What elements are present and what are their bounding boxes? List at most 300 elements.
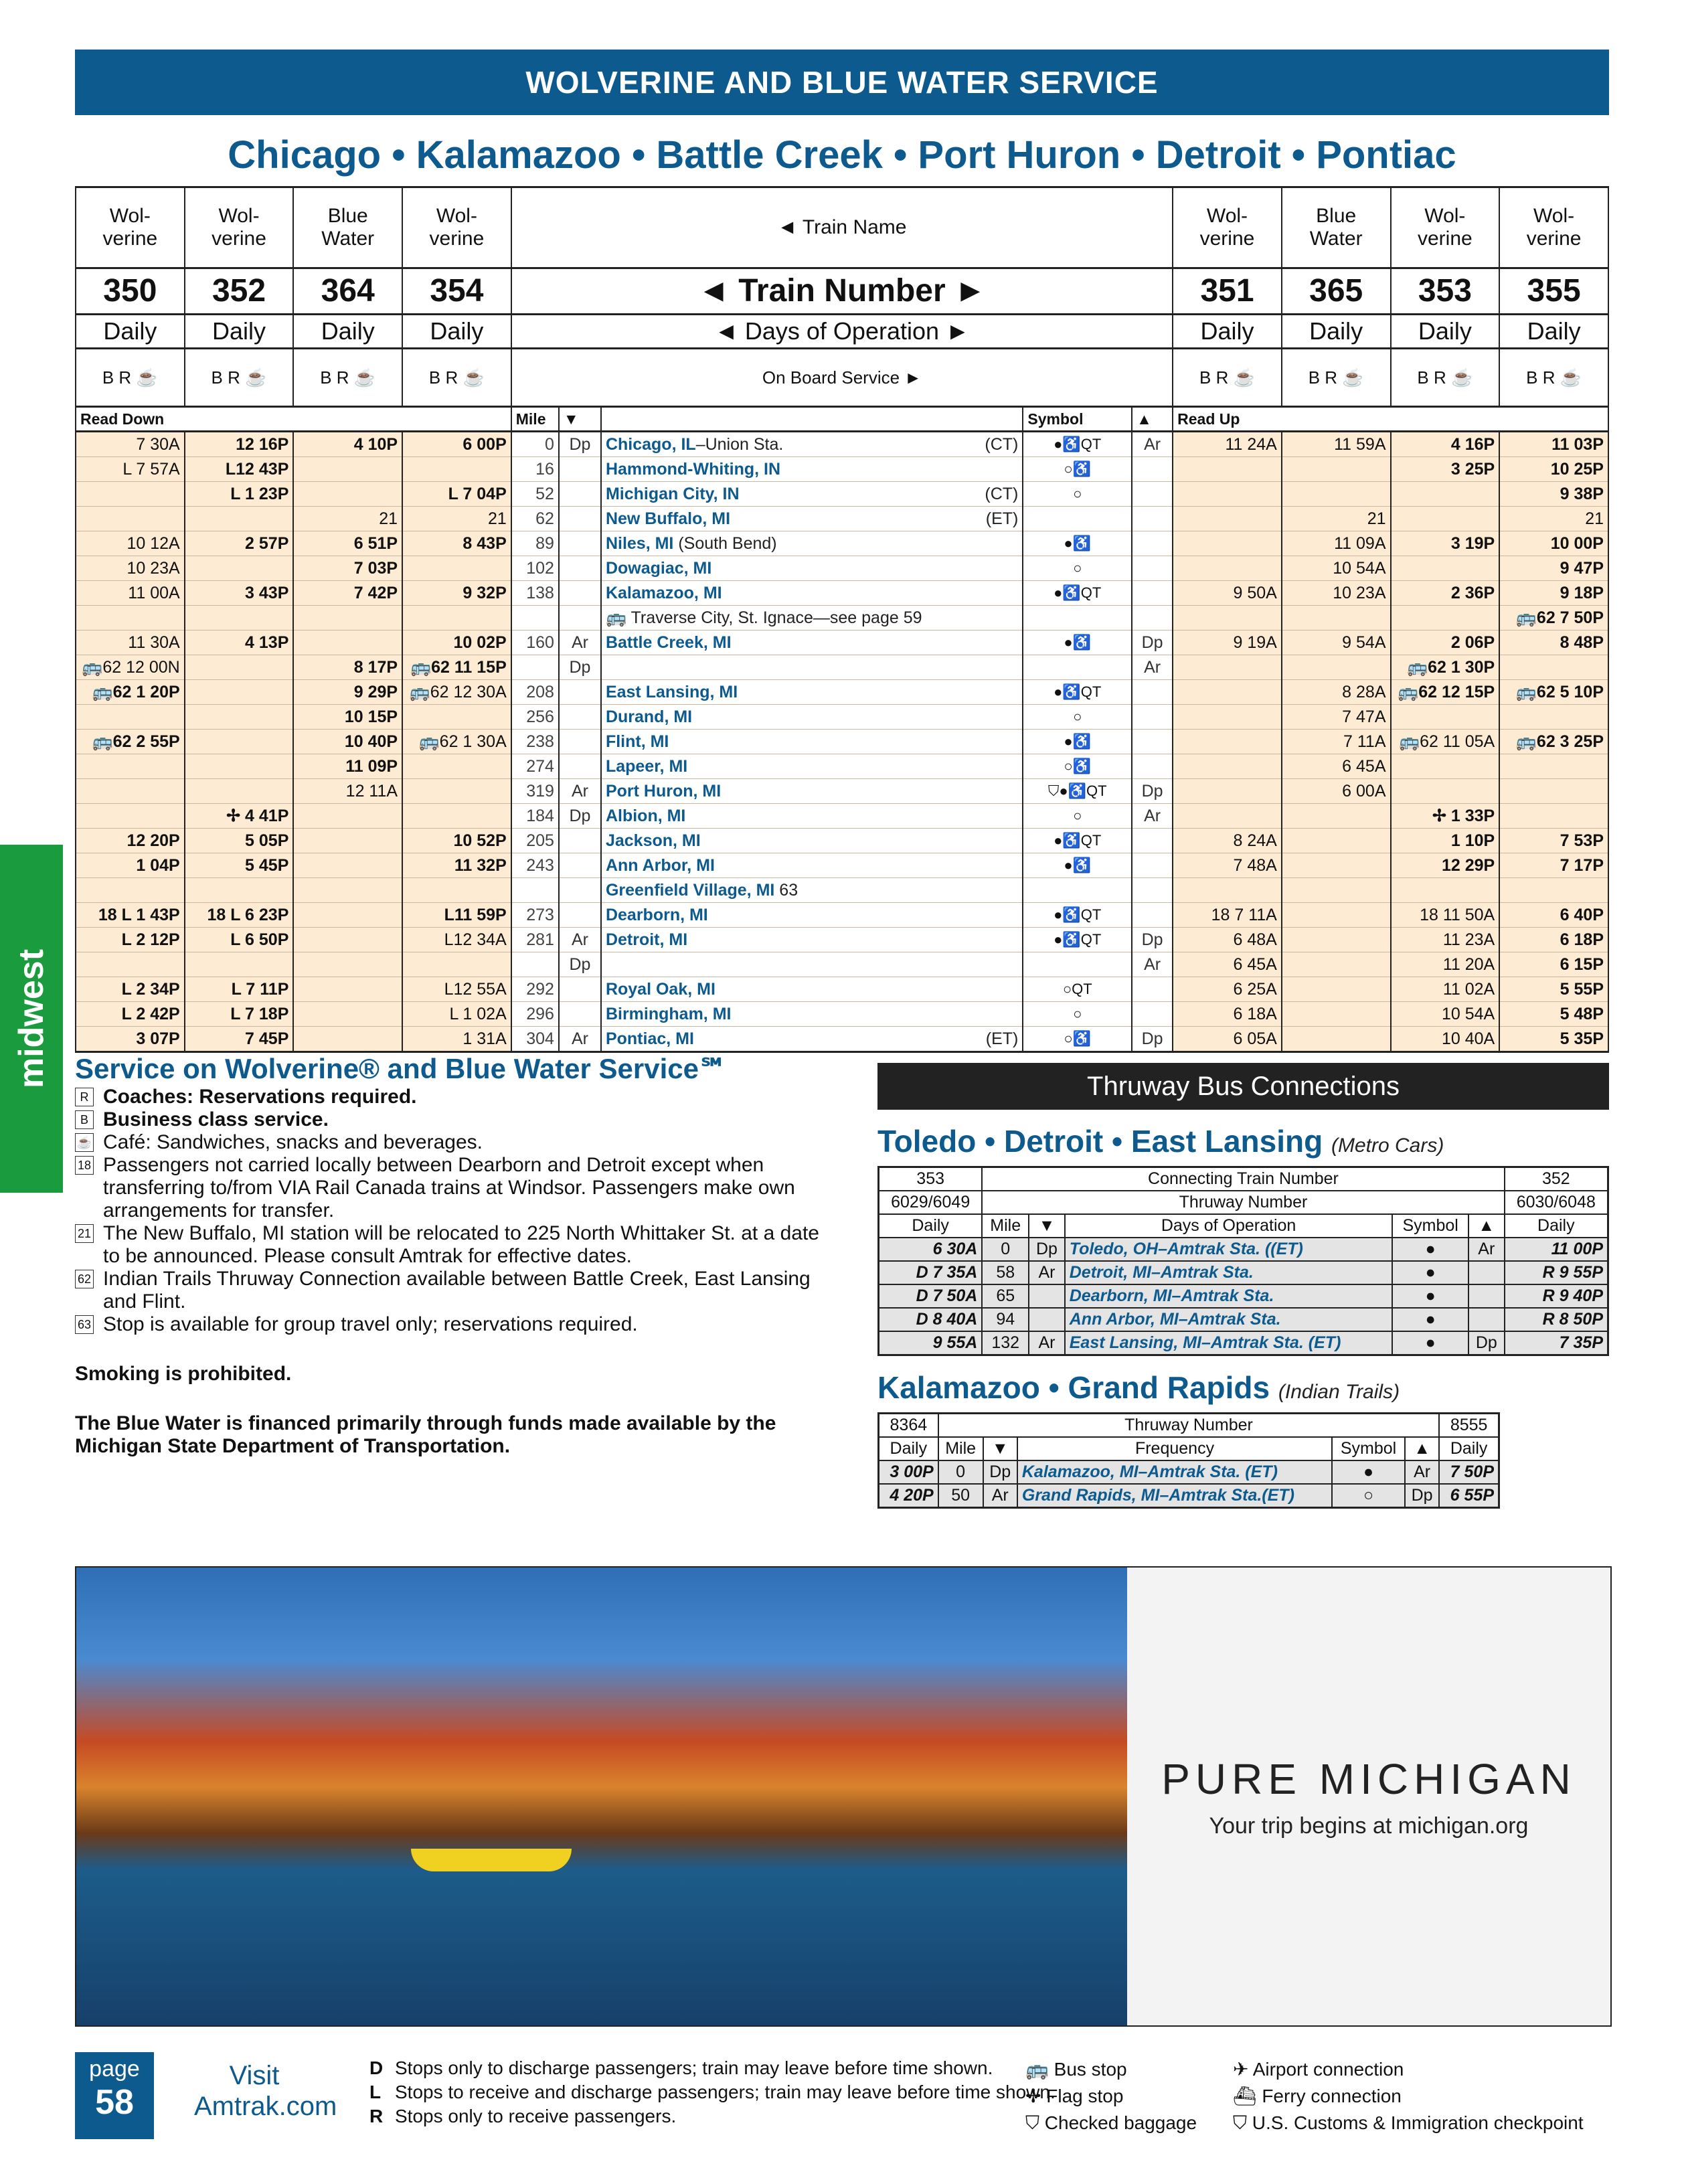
station-cell [601, 804, 1023, 829]
mile-cell: 205 [511, 829, 559, 853]
bus-station: Grand Rapids, MI–Amtrak Sta.(ET) [1017, 1484, 1332, 1508]
time-cell: 11 59A [1282, 432, 1391, 457]
time-cell: 7 17P [1499, 853, 1608, 878]
time-cell [402, 878, 511, 903]
mile-cell [511, 878, 559, 903]
bus-station: Detroit, MI–Amtrak Sta. [1065, 1261, 1393, 1284]
read-down-label: Read Down [76, 407, 511, 432]
timetable-row [76, 878, 1608, 903]
time-cell: 🚌62 1 30A [402, 730, 511, 754]
time-cell [185, 705, 294, 730]
bus-header-row [879, 1214, 1608, 1238]
station-cell [601, 977, 1023, 1002]
bus-station: Ann Arbor, MI–Amtrak Sta. [1065, 1308, 1393, 1331]
time-cell: 11 09A [1282, 531, 1391, 556]
time-cell: 11 32P [402, 853, 511, 878]
right-train-days: Daily [1173, 315, 1282, 349]
station-name: Pontiac, MI [605, 1029, 694, 1048]
station-cell [601, 581, 1023, 606]
station-name: Jackson, MI [605, 831, 701, 850]
time-cell [1391, 878, 1500, 903]
station-name: Ann Arbor, MI [605, 856, 715, 875]
time-zone: (ET) [985, 1029, 1019, 1048]
legend-key-icon: 63 [75, 1315, 94, 1334]
time-cell: 8 43P [402, 531, 511, 556]
page-banner: WOLVERINE AND BLUE WATER SERVICE [75, 50, 1609, 115]
time-cell [1499, 655, 1608, 680]
time-cell: 10 00P [1499, 531, 1608, 556]
time-cell: 10 25P [1499, 457, 1608, 482]
right-train-number: 365 [1282, 268, 1391, 315]
timetable-row [76, 754, 1608, 779]
header-label: ◄ Days of Operation ► [511, 315, 1173, 349]
mile-cell: 0 [511, 432, 559, 457]
station-name: Greenfield Village, MI [605, 881, 775, 900]
mile-cell: 296 [511, 1002, 559, 1027]
arrive-depart-cell: Dp [559, 952, 601, 977]
arrive-depart-cell [1132, 878, 1173, 903]
station-cell [601, 432, 1023, 457]
time-cell [1173, 878, 1282, 903]
pure-michigan-logo: PURE MICHIGAN [1161, 1754, 1576, 1803]
time-cell: 18 11 50A [1391, 903, 1500, 928]
time-cell: 18 7 11A [1173, 903, 1282, 928]
mile-cell: 89 [511, 531, 559, 556]
arrive-depart-cell [1132, 1002, 1173, 1027]
timetable-row [76, 928, 1608, 952]
bus-col-header: Mile [938, 1437, 983, 1460]
time-cell: 🚌62 3 25P [1499, 730, 1608, 754]
bus-col-header: Frequency [1017, 1437, 1332, 1460]
arrive-depart-cell [559, 680, 601, 705]
note-key: R [369, 2106, 384, 2126]
time-cell: 10 54A [1391, 1002, 1500, 1027]
time-cell: 3 19P [1391, 531, 1500, 556]
time-cell: 6 00P [402, 432, 511, 457]
timetable-row [76, 952, 1608, 977]
time-cell [293, 853, 402, 878]
time-cell: 🚌62 12 00N [76, 655, 185, 680]
station-cell [601, 606, 1023, 631]
note-key: L [369, 2082, 382, 2102]
arrive-depart-cell [1132, 680, 1173, 705]
arrive-depart-cell [1132, 457, 1173, 482]
arrive-depart-cell [1132, 829, 1173, 853]
bus-ad: Dp [1029, 1238, 1065, 1261]
time-cell [402, 606, 511, 631]
symbol-cell: ●♿ [1023, 531, 1132, 556]
legend-key-icon: 62 [75, 1270, 94, 1288]
financed-note: The Blue Water is financed primarily through funds made available by the Michigan State Department of Transportation. [75, 1412, 776, 1457]
time-cell [1391, 606, 1500, 631]
symbol-cell: ●♿QT [1023, 903, 1132, 928]
station-name: Niles, MI [605, 534, 674, 553]
time-cell [76, 779, 185, 804]
mile-cell: 238 [511, 730, 559, 754]
time-cell [1391, 482, 1500, 507]
timetable-row [76, 531, 1608, 556]
arrive-depart-cell [559, 457, 601, 482]
mile-cell: 281 [511, 928, 559, 952]
note-text: Stops only to discharge passengers; train may leave before time shown. [395, 2057, 993, 2078]
time-cell: 6 18A [1173, 1002, 1282, 1027]
symbol-cell: ○♿ [1023, 754, 1132, 779]
station-cell [601, 457, 1023, 482]
symbol-key: ⛴ Ferry connection [1233, 2086, 1402, 2106]
legend-item [75, 1154, 825, 1222]
symbol-cell: ●♿ [1023, 730, 1132, 754]
mile-cell: 243 [511, 853, 559, 878]
time-cell: 10 12A [76, 531, 185, 556]
symbol-cell: ○ [1023, 556, 1132, 581]
legend-text: Coaches: Reservations required. [103, 1086, 417, 1108]
station-cell [601, 1002, 1023, 1027]
station-name: Battle Creek, MI [605, 633, 732, 652]
time-cell: 10 23A [76, 556, 185, 581]
pure-michigan-ad [75, 1566, 1612, 2027]
time-cell [185, 779, 294, 804]
timetable-row [76, 779, 1608, 804]
time-cell [1173, 754, 1282, 779]
legend-text: Café: Sandwiches, snacks and beverages. [103, 1131, 483, 1153]
time-cell: 🚌62 12 15P [1391, 680, 1500, 705]
header-label: On Board Service ► [511, 349, 1173, 407]
time-cell: L 7 57A [76, 457, 185, 482]
footer-note [369, 2080, 1056, 2104]
bus-time: R 9 55P [1505, 1261, 1608, 1284]
time-cell [1391, 507, 1500, 531]
time-cell: 9 32P [402, 581, 511, 606]
service-legend [75, 1053, 825, 1458]
timetable-row [76, 581, 1608, 606]
time-cell [185, 754, 294, 779]
mile-cell: 184 [511, 804, 559, 829]
time-cell [185, 606, 294, 631]
time-cell: 10 15P [293, 705, 402, 730]
visit-amtrak-link[interactable]: Visit Amtrak.com [194, 2061, 337, 2121]
bus-header-row [879, 1414, 1499, 1438]
time-cell [1173, 531, 1282, 556]
time-cell: ✢ 4 41P [185, 804, 294, 829]
right-train-service: B R ☕ [1391, 349, 1500, 407]
arrive-depart-cell: Dp [559, 655, 601, 680]
time-cell: 6 00A [1282, 779, 1391, 804]
mile-cell: 208 [511, 680, 559, 705]
legend-item [75, 1086, 825, 1108]
right-train-days: Daily [1282, 315, 1391, 349]
time-cell [1173, 556, 1282, 581]
time-cell [1282, 1002, 1391, 1027]
symbol-cell: ○♿ [1023, 457, 1132, 482]
time-cell: 4 13P [185, 631, 294, 655]
station-name: Royal Oak, MI [605, 980, 716, 999]
time-cell [293, 457, 402, 482]
station-cell [601, 507, 1023, 531]
time-cell: 6 05A [1173, 1027, 1282, 1052]
footer-note [369, 2056, 1056, 2080]
bus-row [879, 1238, 1608, 1261]
time-cell: 7 30A [76, 432, 185, 457]
time-cell: 6 25A [1173, 977, 1282, 1002]
bus-station: Kalamazoo, MI–Amtrak Sta. (ET) [1017, 1460, 1332, 1484]
time-cell [293, 1027, 402, 1052]
bus-mile: 132 [982, 1331, 1029, 1355]
left-train-service: B R ☕ [76, 349, 185, 407]
bus-time: D 7 50A [879, 1284, 983, 1308]
arrive-depart-cell: Ar [559, 1027, 601, 1052]
arrive-depart-cell [559, 531, 601, 556]
legend-text: Stop is available for group travel only; reservations required. [103, 1313, 638, 1335]
arrive-depart-cell: Dp [1132, 928, 1173, 952]
time-cell [1282, 1027, 1391, 1052]
left-train-number: 352 [185, 268, 294, 315]
time-cell: 7 47A [1282, 705, 1391, 730]
time-cell [76, 878, 185, 903]
legend-key-icon: 21 [75, 1224, 94, 1243]
time-cell: 18 L 6 23P [185, 903, 294, 928]
timetable-row [76, 680, 1608, 705]
arrive-depart-cell [559, 705, 601, 730]
bus-mile: 58 [982, 1261, 1029, 1284]
bus-symbol: ● [1392, 1284, 1468, 1308]
time-cell [185, 655, 294, 680]
timetable-row [76, 482, 1608, 507]
station-cell [601, 556, 1023, 581]
station-cell [601, 531, 1023, 556]
station-name: Chicago, IL [605, 435, 696, 454]
bus-ad: Ar [1405, 1460, 1439, 1484]
legend-key-icon: 18 [75, 1156, 94, 1175]
bus-ad: Ar [1029, 1261, 1065, 1284]
time-cell [76, 952, 185, 977]
station-name: Dowagiac, MI [605, 559, 712, 578]
time-cell [1282, 804, 1391, 829]
left-train-name: Wol- verine [402, 187, 511, 268]
time-cell [185, 507, 294, 531]
down-arrow-icon: ▼ [559, 407, 601, 432]
time-cell [1282, 952, 1391, 977]
bus-mile: 65 [982, 1284, 1029, 1308]
arrive-depart-cell [559, 903, 601, 928]
time-cell [76, 482, 185, 507]
timetable-row [76, 556, 1608, 581]
time-cell: 6 15P [1499, 952, 1608, 977]
time-cell [1173, 779, 1282, 804]
symbol-key: ⛉ U.S. Customs & Immigration checkpoint [1233, 2112, 1584, 2133]
time-cell: 8 24A [1173, 829, 1282, 853]
bus-ad: Dp [1405, 1484, 1439, 1508]
right-train-service: B R ☕ [1173, 349, 1282, 407]
station-cell [601, 754, 1023, 779]
time-cell [1173, 655, 1282, 680]
bus-row [879, 1460, 1499, 1484]
arrive-depart-cell: Ar [559, 631, 601, 655]
bus-row [879, 1261, 1608, 1284]
bus-header-row [879, 1191, 1608, 1214]
bus-station: Toledo, OH–Amtrak Sta. ((ET) [1065, 1238, 1393, 1261]
thruway-number: 6030/6048 [1505, 1191, 1608, 1214]
bus-col-header: Symbol [1392, 1214, 1468, 1238]
time-cell [293, 977, 402, 1002]
station-name: Hammond-Whiting, IN [605, 460, 781, 479]
arrive-depart-cell: Ar [1132, 655, 1173, 680]
station-name: Kalamazoo, MI [605, 584, 722, 602]
note-key: D [369, 2057, 384, 2078]
time-cell: 🚌62 12 30A [402, 680, 511, 705]
time-cell: 1 10P [1391, 829, 1500, 853]
time-cell: 6 45A [1173, 952, 1282, 977]
arrive-depart-cell: Dp [1132, 779, 1173, 804]
time-cell: 18 L 1 43P [76, 903, 185, 928]
bus-time: 7 50P [1439, 1460, 1499, 1484]
right-train-name: Wol- verine [1391, 187, 1500, 268]
time-cell [293, 928, 402, 952]
time-cell: 10 52P [402, 829, 511, 853]
grandrapids-table-title: Kalamazoo • Grand Rapids (Indian Trails) [877, 1370, 1400, 1405]
bus-header-row [879, 1167, 1608, 1191]
time-cell [1282, 829, 1391, 853]
time-cell: L 2 12P [76, 928, 185, 952]
legend-text: The New Buffalo, MI station will be relocated to 225 North Whittaker St. at a date to be announced. Please consult Amtrak for effective dates. [103, 1222, 819, 1267]
mile-cell: 160 [511, 631, 559, 655]
timetable-row [76, 655, 1608, 680]
bus-col-header: Daily [1439, 1437, 1499, 1460]
arrive-depart-cell [1132, 606, 1173, 631]
time-cell [1499, 804, 1608, 829]
legend-item [75, 1222, 825, 1268]
mile-cell: 52 [511, 482, 559, 507]
page-footer [75, 2052, 1609, 2153]
footer-symbol-keys-2 [1233, 2056, 1584, 2136]
time-cell: 8 28A [1282, 680, 1391, 705]
time-cell: 9 38P [1499, 482, 1608, 507]
page-number-box: page 58 [75, 2052, 154, 2139]
time-cell: 🚌62 7 50P [1499, 606, 1608, 631]
time-cell: 1 31A [402, 1027, 511, 1052]
time-cell: 21 [402, 507, 511, 531]
timetable-row [76, 1002, 1608, 1027]
legend-item [75, 1131, 825, 1154]
arrive-depart-cell [559, 507, 601, 531]
bus-row [879, 1484, 1499, 1508]
time-cell [402, 754, 511, 779]
station-name: Port Huron, MI [605, 782, 722, 801]
time-cell: L12 55A [402, 977, 511, 1002]
time-cell [293, 878, 402, 903]
arrive-depart-cell [1132, 977, 1173, 1002]
bus-row [879, 1308, 1608, 1331]
station-name: Dearborn, MI [605, 906, 708, 924]
station-name: New Buffalo, MI [605, 509, 731, 528]
time-cell: 12 20P [76, 829, 185, 853]
arrive-depart-cell [559, 977, 601, 1002]
time-cell: 6 45A [1282, 754, 1391, 779]
time-cell: 7 03P [293, 556, 402, 581]
time-cell: L 2 42P [76, 1002, 185, 1027]
read-direction-row [76, 407, 1608, 432]
symbol-cell: ●♿QT [1023, 829, 1132, 853]
time-cell [293, 1002, 402, 1027]
bus-time: R 8 50P [1505, 1308, 1608, 1331]
time-cell: 2 36P [1391, 581, 1500, 606]
arrive-depart-cell [1132, 853, 1173, 878]
time-cell: 🚌62 1 20P [76, 680, 185, 705]
station-name: Flint, MI [605, 732, 669, 751]
time-cell: 7 42P [293, 581, 402, 606]
toledo-table-title: Toledo • Detroit • East Lansing (Metro Cars) [877, 1124, 1444, 1159]
up-arrow-icon: ▲ [1132, 407, 1173, 432]
time-cell [1391, 754, 1500, 779]
time-cell [1282, 977, 1391, 1002]
time-cell [1391, 556, 1500, 581]
mile-cell: 102 [511, 556, 559, 581]
bus-time: 6 30A [879, 1238, 983, 1261]
station-cell [601, 482, 1023, 507]
arrive-depart-cell [1132, 556, 1173, 581]
time-cell: 🚌62 5 10P [1499, 680, 1608, 705]
thruway-label: Thruway Number [982, 1191, 1504, 1214]
mile-cell [511, 655, 559, 680]
midwest-tab: midwest [0, 845, 63, 1193]
time-cell: 2 06P [1391, 631, 1500, 655]
bus-ad [1468, 1284, 1505, 1308]
left-train-service: B R ☕ [402, 349, 511, 407]
bus-ad: Dp [983, 1460, 1017, 1484]
time-zone: (CT) [985, 485, 1019, 503]
time-cell: 3 43P [185, 581, 294, 606]
time-cell [1391, 705, 1500, 730]
arrive-depart-cell [559, 754, 601, 779]
time-cell [1173, 457, 1282, 482]
arrive-depart-cell [559, 556, 601, 581]
arrive-depart-cell [1132, 482, 1173, 507]
time-cell: 3 25P [1391, 457, 1500, 482]
station-note: 63 [774, 881, 798, 900]
timetable-row [76, 606, 1608, 631]
timetable [75, 186, 1609, 1053]
legend-title: Service on Wolverine® and Blue Water Service℠ [75, 1053, 728, 1084]
time-cell: 21 [293, 507, 402, 531]
smoking-note: Smoking is prohibited. [75, 1363, 292, 1385]
right-train-days: Daily [1499, 315, 1608, 349]
symbol-cell [1023, 655, 1132, 680]
station-note: (South Bend) [673, 534, 777, 553]
bus-time: 9 55A [879, 1331, 983, 1355]
left-train-name: Blue Water [293, 187, 402, 268]
bus-row [879, 1284, 1608, 1308]
station-name: East Lansing, MI [605, 683, 738, 701]
arrive-depart-cell [559, 1002, 601, 1027]
time-cell: 4 16P [1391, 432, 1500, 457]
symbol-cell: ○ [1023, 804, 1132, 829]
time-cell: 3 07P [76, 1027, 185, 1052]
bus-time: 4 20P [879, 1484, 938, 1508]
station-name: Birmingham, MI [605, 1005, 732, 1023]
arrive-depart-cell [1132, 507, 1173, 531]
timetable-row [76, 903, 1608, 928]
time-cell [293, 804, 402, 829]
time-cell: 6 18P [1499, 928, 1608, 952]
bus-col-header: Mile [982, 1214, 1029, 1238]
left-train-days: Daily [402, 315, 511, 349]
bus-ad: Dp [1468, 1331, 1505, 1355]
toledo-bus-table [877, 1166, 1609, 1356]
time-cell [1173, 507, 1282, 531]
time-cell [1499, 705, 1608, 730]
symbol-cell [1023, 606, 1132, 631]
time-cell [185, 556, 294, 581]
station-cell [601, 952, 1023, 977]
